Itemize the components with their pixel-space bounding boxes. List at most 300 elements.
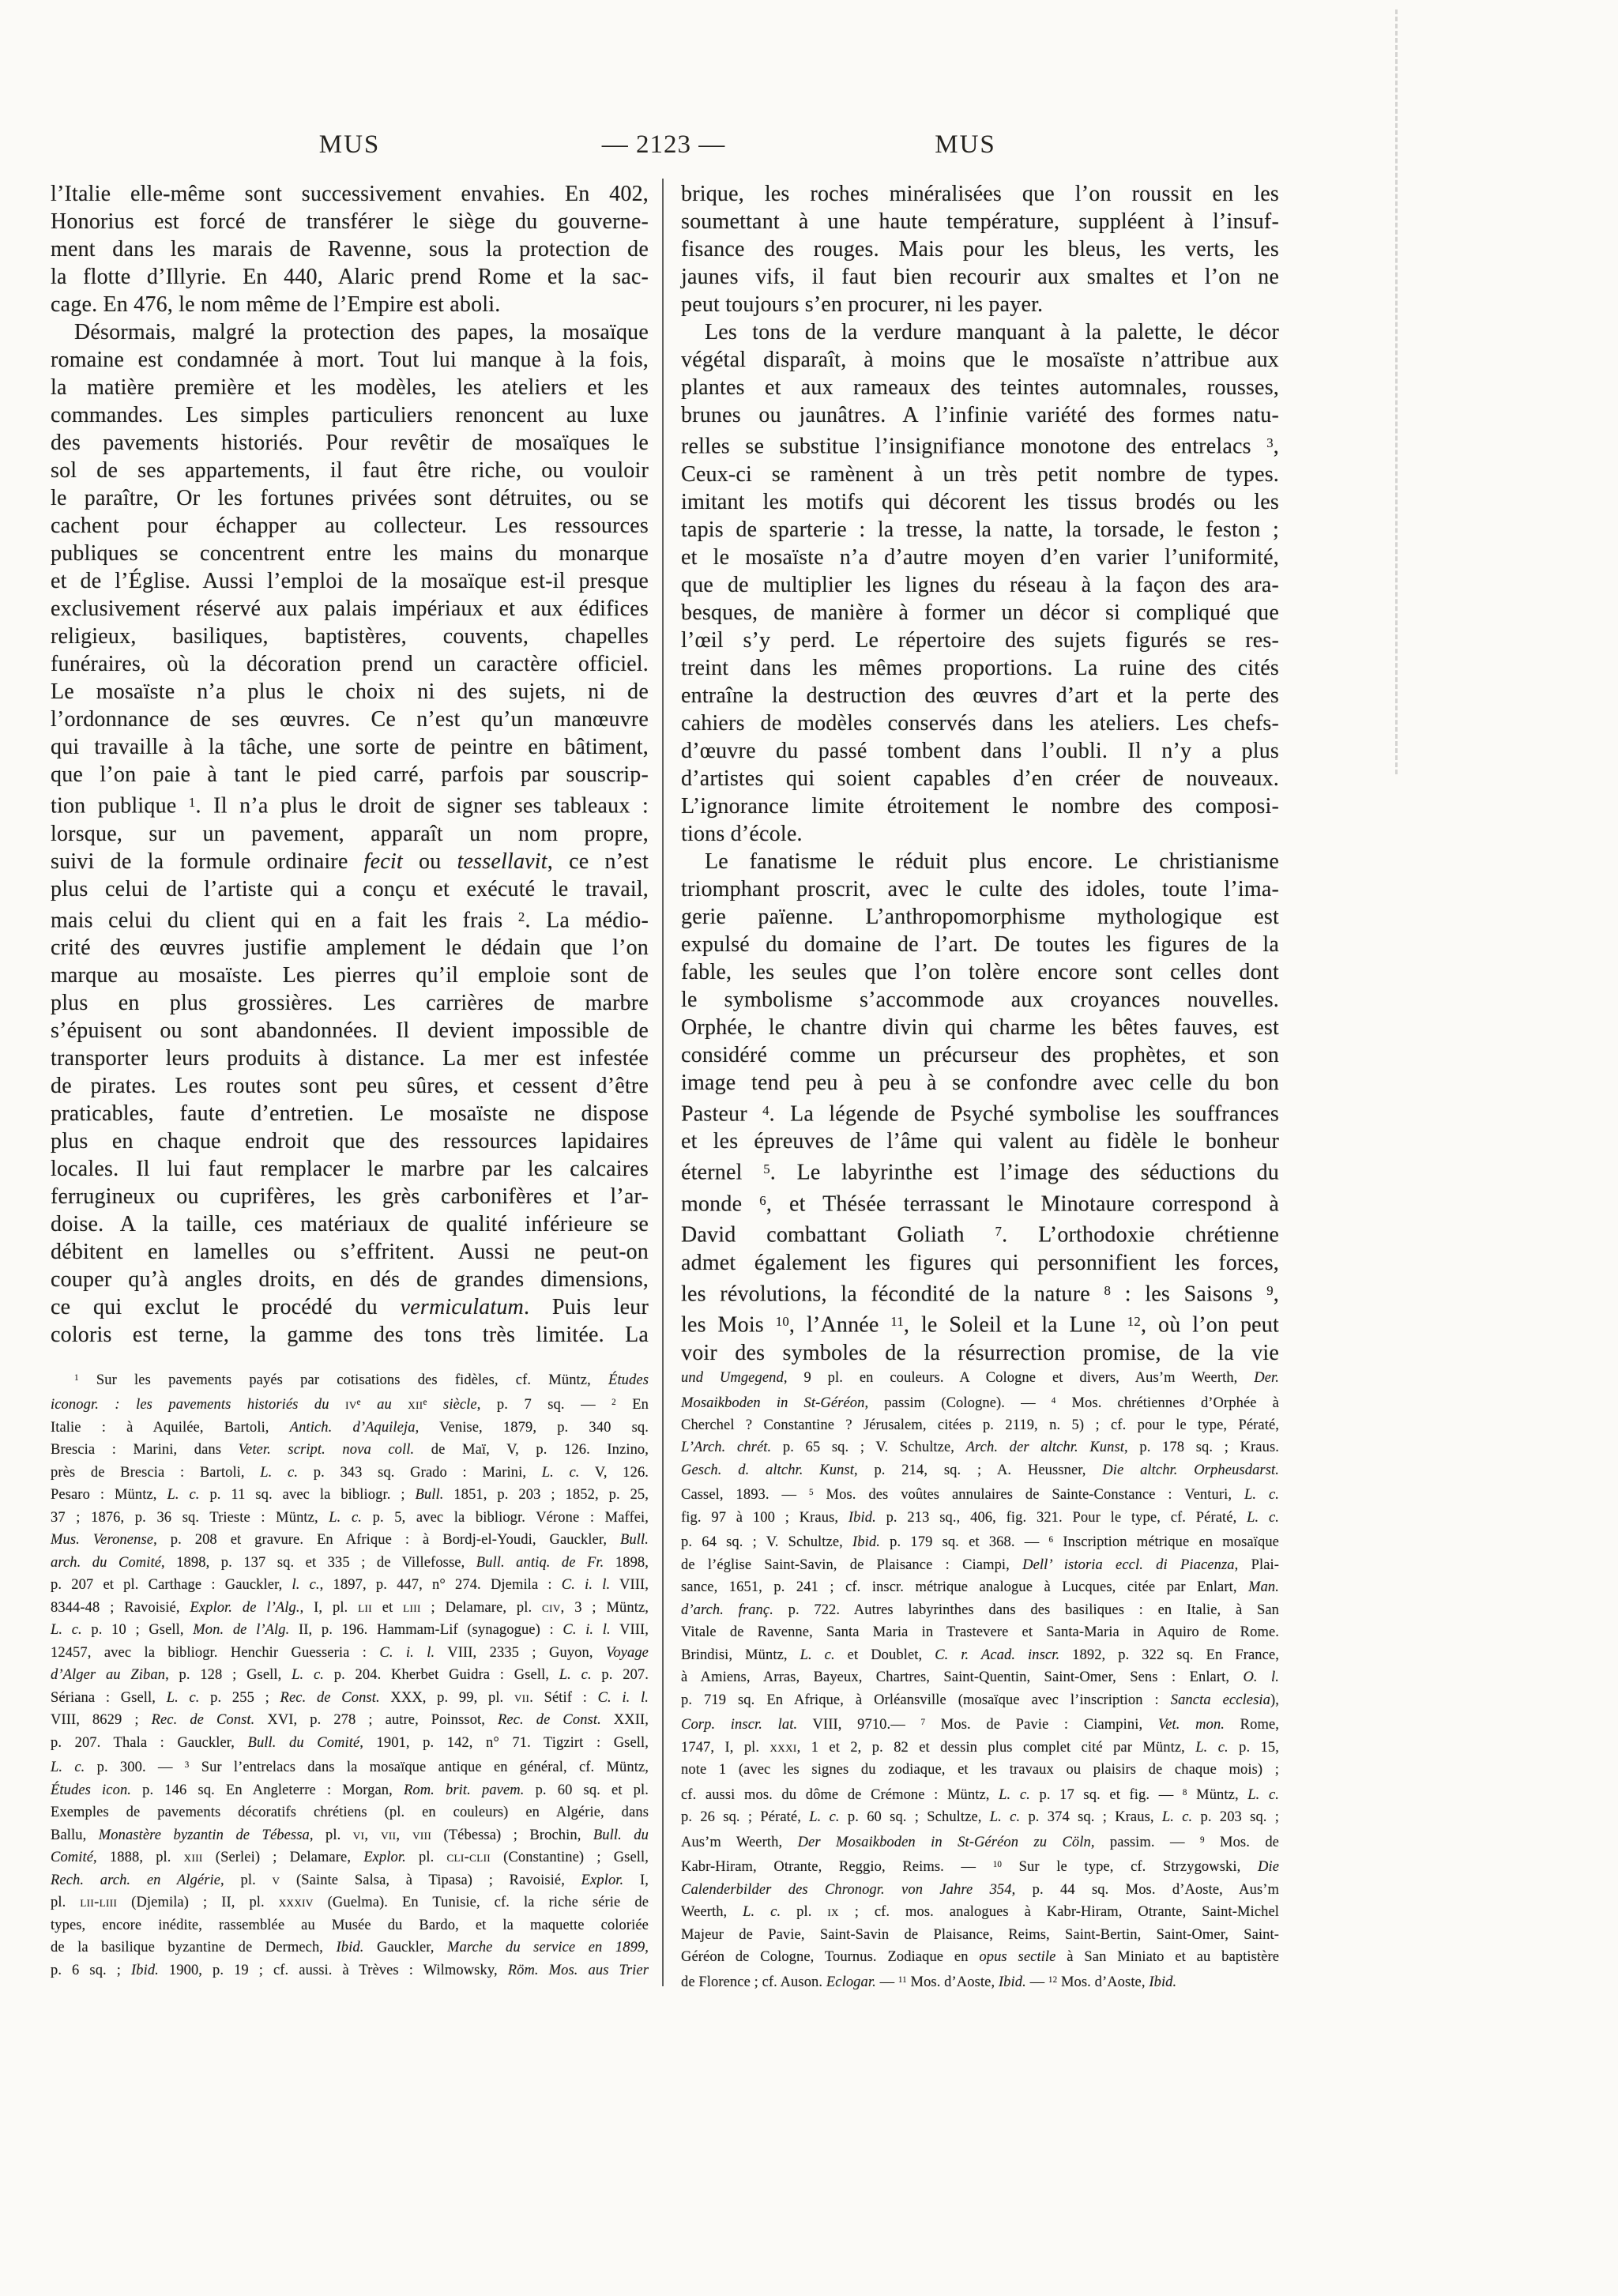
text-run: Bull. antiq. de Fr. — [476, 1554, 604, 1571]
text-run: et Doublet, — [834, 1647, 935, 1663]
text-run: 5 — [809, 1488, 814, 1498]
text-run: iconogr. : les pavements historiés du — [51, 1397, 346, 1413]
text-run: et les épreuves de l’âme qui valent au fidèle le bonheur — [681, 1129, 1279, 1154]
text-line — [51, 1709, 649, 1732]
text-run: David combattant Goliath — [681, 1222, 995, 1248]
text-line — [681, 291, 1279, 318]
text-run: p. 204. Kherbet Guidra : Gsell, — [324, 1667, 559, 1684]
text-run: p. 6 sq. ; — [51, 1962, 131, 1978]
text-run: cli-clii — [446, 1850, 491, 1866]
text-run: V, 126. — [579, 1464, 649, 1481]
text-line — [681, 986, 1279, 1014]
text-run: exclusivement réservé aux palais impériaux et aux édifices — [51, 597, 649, 621]
text-run: 2 — [611, 1398, 616, 1408]
text-line — [681, 1507, 1279, 1530]
text-run: admet également les figures qui personnifient les forces, — [681, 1250, 1279, 1275]
text-run: Marche du service en 1899 — [447, 1940, 645, 1956]
text-run: (Serlei) ; Delamare, — [202, 1850, 364, 1866]
text-run: XXII, — [600, 1712, 649, 1729]
text-line — [51, 512, 649, 540]
text-run: L. c. — [541, 1464, 580, 1481]
text-line — [681, 1529, 1279, 1553]
text-run: VIII, — [610, 1577, 649, 1594]
text-run: tions d’école. — [681, 821, 803, 846]
text-run: L. c. — [809, 1809, 840, 1826]
text-line — [51, 1266, 649, 1293]
text-run: que de multiplier les lignes du réseau à la façon des ara- — [681, 572, 1279, 597]
text-line — [51, 1846, 649, 1869]
text-run: Pesaro : Müntz, — [51, 1487, 167, 1504]
text-line — [681, 710, 1279, 737]
text-run: Le fanatisme le réduit plus encore. Le christianisme — [705, 849, 1279, 874]
text-run: d’artistes qui soient capables d’en créer de nouveaux. — [681, 766, 1279, 791]
text-run: Désormais, malgré la protection des papes, la mosaïque — [74, 320, 649, 344]
text-run: et de l’Église. Aussi l’emploi de la mosaïque est-il presque — [51, 569, 649, 593]
text-line — [681, 1414, 1279, 1437]
text-line — [51, 540, 649, 567]
page-number: — 2123 — — [601, 130, 726, 159]
text-run: 3 — [1266, 435, 1274, 450]
text-run: lii-liii — [80, 1895, 118, 1911]
text-run: 12457, avec la bibliogr. Henchir Guesseria : — [51, 1644, 380, 1661]
text-run: , p. 208 et gravure. En Afrique : à Bordj-el-Youdi, Gauckler, — [153, 1532, 621, 1549]
text-run: Mus. Veronense — [51, 1532, 154, 1549]
text-line — [51, 789, 649, 820]
text-line — [681, 401, 1279, 429]
text-line — [51, 1210, 649, 1238]
text-run: Die — [1258, 1859, 1280, 1876]
text-run: e — [356, 1398, 361, 1408]
text-line — [51, 678, 649, 706]
footnotes-column-left — [51, 1367, 649, 1982]
text-line — [51, 848, 649, 875]
text-run: Aus’m Weerth, — [681, 1834, 798, 1850]
text-run: ), — [1270, 1692, 1279, 1708]
text-run: L. c. — [999, 1786, 1030, 1803]
text-line — [51, 1754, 649, 1778]
text-run: ; Delamare, pl. — [420, 1599, 543, 1616]
text-line — [51, 291, 649, 318]
text-run: 1898, — [604, 1554, 649, 1571]
text-line — [51, 1914, 649, 1937]
text-run: cage. En 476, le nom même de l’Empire est aboli. — [51, 292, 501, 317]
text-run: , et Thésée terrassant le Minotaure correspond à — [766, 1191, 1279, 1217]
text-run: 10 — [775, 1314, 789, 1330]
text-line — [681, 1014, 1279, 1041]
text-run: . Sétif : — [529, 1689, 598, 1706]
text-line — [51, 1462, 649, 1485]
text-run: p. 65 sq. ; V. Schultze, — [771, 1440, 966, 1456]
text-run: xiii — [183, 1850, 203, 1866]
text-run: coloris est terne, la gamme des tons très limitée. La — [51, 1323, 649, 1348]
text-run: Sancta ecclesia — [1170, 1692, 1270, 1708]
text-run: VIII, 8629 ; — [51, 1712, 152, 1729]
text-line — [681, 682, 1279, 710]
text-run: Explor. de l’Alg. — [190, 1599, 300, 1616]
text-run: Gauckler, — [363, 1940, 448, 1956]
text-line — [681, 1969, 1279, 1993]
text-line — [681, 1782, 1279, 1806]
text-run: image tend peu à peu à se confondre avec celle du bon — [681, 1070, 1279, 1095]
text-run: Ibid. — [336, 1940, 364, 1956]
text-run: , — [1273, 434, 1279, 459]
text-run: pl. — [405, 1850, 447, 1866]
text-line — [681, 1249, 1279, 1277]
text-run: XXX, p. 99, pl. — [379, 1689, 514, 1706]
text-run: soumettant à une haute température, suppléent à l’insuf- — [681, 209, 1279, 234]
text-run: de l’église Saint-Savin, de Plaisance : Ciampi, — [681, 1556, 1023, 1573]
text-line — [681, 318, 1279, 346]
text-run: ou — [402, 849, 457, 874]
text-run: de la basilique byzantine de Dermech, — [51, 1940, 337, 1956]
text-line — [51, 484, 649, 512]
text-run: commandes. Les simples particuliers renoncent au luxe — [51, 403, 649, 427]
text-run: Sur l’entrelacs dans la mosaïque antique en général, cf. Müntz, — [189, 1760, 649, 1776]
text-line — [681, 1390, 1279, 1414]
text-run: Rech. arch. en Algérie — [51, 1872, 221, 1888]
text-line — [681, 1459, 1279, 1482]
text-run: peut toujours s’en procurer, ni les payer. — [681, 292, 1044, 317]
text-line — [681, 1097, 1279, 1128]
text-run: Études — [608, 1372, 649, 1388]
text-run: C. i. l. — [379, 1644, 435, 1661]
text-run: 2 — [517, 909, 525, 924]
text-run: débitent en lamelles ou s’effritent. Aussi ne peut-on — [51, 1240, 649, 1265]
text-line — [51, 346, 649, 374]
text-line — [681, 1829, 1279, 1854]
text-line — [681, 1946, 1279, 1969]
text-run: L. c. — [1244, 1487, 1280, 1504]
text-line — [681, 461, 1279, 488]
text-line — [681, 792, 1279, 820]
text-run: L. c. — [989, 1809, 1021, 1826]
text-run: Ceux-ci se ramènent à un très petit nombre de types. — [681, 461, 1279, 487]
text-line — [51, 1507, 649, 1530]
text-run: Mon. de l’Alg. — [193, 1622, 290, 1639]
text-run: cachent pour échapper au collecteur. Les ressources — [51, 514, 649, 538]
text-line — [51, 733, 649, 761]
text-run: Orphée, le chantre divin qui charme les bêtes fauves, est — [681, 1014, 1279, 1040]
text-line — [51, 567, 649, 595]
text-run: , pl. — [220, 1872, 273, 1888]
text-line — [681, 1711, 1279, 1736]
text-run: p. 60 sq. ; Schultze, — [839, 1809, 990, 1826]
text-line — [51, 1937, 649, 1959]
text-run: Rec. de Const. — [280, 1689, 380, 1706]
text-run: Voyage — [605, 1644, 649, 1661]
text-run: — — [1025, 1974, 1048, 1990]
text-run: l’ordonnance de ses œuvres. Ce n’est qu’un manœuvre — [51, 707, 649, 732]
text-line — [51, 1044, 649, 1072]
text-run: vermiculatum — [400, 1295, 524, 1320]
text-run: 8 — [1104, 1282, 1112, 1298]
text-run: p. 343 sq. Grado : Marini, — [298, 1464, 542, 1481]
footnotes-column-right — [681, 1367, 1279, 1993]
text-run: tapis de sparterie : la tresse, la natte, la torsade, le feston ; — [681, 517, 1279, 542]
text-run: Inscription métrique en mosaïque — [1053, 1534, 1279, 1551]
text-run: transporter leurs produits à distance. La mer est infestée — [51, 1046, 649, 1071]
text-run: e — [423, 1398, 427, 1408]
text-line — [681, 1879, 1279, 1902]
text-run: jaunes vifs, il faut bien recourir aux smaltes et l’on ne — [681, 265, 1279, 289]
text-run: 5 — [763, 1161, 770, 1177]
text-line — [51, 1664, 649, 1687]
text-line — [681, 1041, 1279, 1069]
text-run: . La médio- — [525, 908, 649, 933]
text-line — [51, 706, 649, 733]
text-line — [51, 457, 649, 484]
text-run: Mosaikboden in St-Géréon — [681, 1395, 865, 1411]
text-run: , 1897, p. 447, n° 274. Djemila : — [319, 1577, 562, 1594]
text-line — [681, 1308, 1279, 1339]
text-run: Dell’ istoria eccl. di Piacenza — [1022, 1556, 1235, 1573]
text-run: fisance des rouges. Mais pour les bleus, les verts, les — [681, 237, 1279, 262]
text-line — [51, 595, 649, 623]
text-run: Rec. de Const. — [151, 1712, 255, 1729]
text-line — [681, 1666, 1279, 1689]
text-run: d’Alger au Ziban — [51, 1667, 166, 1684]
text-run: Bull. — [620, 1532, 649, 1549]
text-line — [681, 737, 1279, 765]
text-line — [51, 401, 649, 429]
text-run: , 1 et 2, p. 82 et dessin plus complet cité par Müntz, — [796, 1739, 1196, 1756]
text-line — [51, 1183, 649, 1210]
text-run: Mos. chrétiennes d’Orphée à — [1055, 1395, 1279, 1411]
text-run: p. 213 sq., 406, fig. 321. Pour le type, cf. Pératé, — [875, 1509, 1247, 1526]
text-line — [681, 1069, 1279, 1097]
text-run: Corp. inscr. lat. — [681, 1717, 798, 1733]
text-run: p. 146 sq. En Angleterre : Morgan, — [131, 1782, 404, 1798]
text-line — [681, 1367, 1279, 1390]
text-run: 7 — [920, 1718, 926, 1728]
text-run: fable, les seules que l’on tolère encore sont celles dont — [681, 959, 1279, 984]
text-run: xii — [408, 1397, 423, 1413]
text-run: VIII, 2335 ; Guyon, — [435, 1644, 606, 1661]
text-line — [681, 235, 1279, 263]
text-run: s’épuisent ou sont abandonnées. Il devient impossible de — [51, 1018, 649, 1044]
text-run: p. 11 sq. avec la bibliogr. ; — [199, 1487, 416, 1504]
text-run: Ibid. — [998, 1974, 1026, 1990]
text-run: L. c. — [1247, 1786, 1280, 1803]
text-run: Les tons de la verdure manquant à la palette, le décor — [705, 320, 1279, 344]
text-line — [51, 903, 649, 935]
text-run: : les Saisons — [1111, 1282, 1267, 1307]
text-run: p. 207. — [591, 1667, 649, 1684]
text-line — [681, 571, 1279, 599]
running-head-left: MUS — [318, 130, 381, 159]
text-run: Man. — [1248, 1579, 1279, 1596]
text-run: de Florence ; cf. Auson. — [681, 1974, 826, 1990]
text-run: Ibid. — [848, 1509, 876, 1526]
text-run: opus sectile — [979, 1949, 1056, 1966]
text-line — [681, 1576, 1279, 1599]
text-run: plus en plus grossières. Les carrières de marbre — [51, 991, 649, 1016]
text-run: à Amiens, Arras, Bayeux, Chartres, Saint-Quentin, Saint-Omer, Sens : Enlart, — [681, 1669, 1244, 1686]
text-line — [681, 544, 1279, 571]
text-run: p. 26 sq. ; Pératé, — [681, 1809, 810, 1826]
text-run: xxxi — [769, 1739, 797, 1756]
text-line — [51, 318, 649, 346]
text-run: , 3 ; Müntz, — [560, 1599, 649, 1616]
text-run: Vitale de Ravenne, Santa Maria in Trastevere et Santa-Maria in Aquiro de Rome. — [681, 1624, 1279, 1641]
text-run: p. 722. Autres labyrinthes dans des basiliques : en Italie, à San — [773, 1602, 1279, 1618]
text-run: imitant les motifs qui décorent les tissus brodés ou les — [681, 489, 1279, 514]
text-run: (Djemila) ; II, pl. — [117, 1895, 279, 1911]
text-line — [51, 1417, 649, 1440]
text-run: considéré comme un précurseur des prophètes, et son — [681, 1042, 1279, 1067]
text-run: et — [371, 1599, 404, 1616]
text-line — [51, 263, 649, 291]
text-run: (Constantine) ; Gsell, — [491, 1850, 649, 1866]
text-run: d’arch. franç. — [681, 1602, 773, 1618]
text-line — [681, 627, 1279, 654]
text-line — [51, 1293, 649, 1321]
text-line — [51, 934, 649, 962]
text-run: p. 60 sq. et pl. — [524, 1782, 649, 1798]
text-line — [681, 1901, 1279, 1924]
body-column-left — [51, 180, 649, 1349]
text-line — [51, 1732, 649, 1755]
text-run: , 1898, p. 137 sq. et 335 ; de Villefosse, — [161, 1554, 476, 1571]
text-run: de pirates. Les routes sont peu sûres, et cessent d’être — [51, 1074, 649, 1099]
text-run: (Guelma). En Tunisie, cf. la riche série de — [313, 1895, 649, 1911]
text-run: , p. 128 ; Gsell, — [165, 1667, 292, 1684]
text-run: brique, les roches minéralisées que l’on roussit en les — [681, 182, 1279, 206]
text-line — [681, 1621, 1279, 1644]
text-run: und Umgegend — [681, 1370, 784, 1386]
text-run: , passim (Cologne). — — [864, 1395, 1052, 1411]
text-run: 1 — [74, 1373, 79, 1383]
text-run: Mos. d’Aoste, — [1057, 1974, 1150, 1990]
text-line — [681, 1599, 1279, 1622]
text-run: pl. — [781, 1904, 828, 1921]
text-run: L. c. — [51, 1760, 85, 1776]
text-line — [51, 1155, 649, 1183]
text-line — [51, 1391, 649, 1416]
text-line — [681, 374, 1279, 401]
text-run: l’Italie elle-même sont successivement envahies. En 402, — [51, 182, 649, 206]
text-line — [51, 989, 649, 1017]
text-run: Die altchr. Orpheusdarst. — [1102, 1462, 1279, 1478]
text-run: 8344-48 ; Ravoisié, — [51, 1599, 190, 1616]
text-run: 3 — [184, 1760, 190, 1771]
text-line — [51, 1642, 649, 1665]
text-run: p. 64 sq. ; V. Schultze, — [681, 1534, 853, 1551]
text-run: suivi de la formule ordinaire — [51, 849, 364, 874]
text-run: couper qu’à angles droits, en dés de grandes dimensions, — [51, 1267, 649, 1293]
text-line — [51, 1574, 649, 1597]
text-run: pl. — [51, 1895, 81, 1911]
text-run: expulsé du domaine de l’art. De toutes les figures de la — [681, 932, 1279, 957]
text-run: romaine est condamnée à mort. Tout lui manque à la fois, — [51, 348, 649, 372]
text-line — [681, 516, 1279, 544]
text-run: VIII, 9710.— — [797, 1717, 921, 1733]
text-run: L. c. — [260, 1464, 299, 1481]
text-run: p. 10 ; Gsell, — [81, 1622, 194, 1639]
text-run: Cherchel ? Constantine ? Jérusalem, citées p. 2119, n. 5) ; cf. pour le type, Pératé, — [681, 1417, 1279, 1433]
text-run: Majeur de Pavie, Saint-Savin de Plaisance, Reims, Saint-Bertin, Saint-Omer, Saint- — [681, 1926, 1279, 1943]
text-run: qui travaille à la tâche, une sorte de peintre en bâtiment, — [51, 735, 649, 759]
text-line — [681, 429, 1279, 461]
text-run: Müntz, — [1187, 1786, 1248, 1803]
text-line — [51, 235, 649, 263]
text-run: Der. — [1254, 1370, 1280, 1386]
text-line — [681, 848, 1279, 875]
text-run: xxxiv — [278, 1895, 314, 1911]
text-run: arch. du Comité — [51, 1554, 162, 1571]
text-line — [51, 1127, 649, 1155]
text-run: Géréon de Cologne, Tournus. Zodiaque en — [681, 1949, 980, 1966]
text-run: note 1 (avec les signes du zodiaque, et les travaux ou plaisirs de chaque mois) ; — [681, 1762, 1279, 1778]
text-run: l’œil s’y perd. Le répertoire des sujets figurés se res- — [681, 627, 1279, 653]
text-run: C. i. l. — [563, 1622, 611, 1639]
text-run: vi, vii, viii — [352, 1827, 432, 1843]
text-run: plus en chaque endroit que des ressources lapidaires — [51, 1129, 649, 1154]
text-run: plantes et aux rameaux des teintes automnales, rousses, — [681, 375, 1279, 400]
text-run: Pasteur — [681, 1101, 763, 1127]
text-run: Bull. du — [593, 1827, 649, 1843]
text-run: , ce n’est — [547, 849, 649, 874]
text-run: 1747, I, pl. — [681, 1739, 770, 1756]
text-run: p. 300. — — [85, 1760, 185, 1776]
text-run: fig. 97 à 100 ; Kraus, — [681, 1509, 849, 1526]
text-run: , p. 214, sq. ; A. Heussner, — [853, 1462, 1103, 1478]
text-run: Sur les pavements payés par cotisations des fidèles, cf. Müntz, — [78, 1372, 609, 1388]
text-run: religieux, basiliques, baptistères, couvents, chapelles — [51, 624, 649, 649]
text-run: Italie : à Aquilée, Bartoli, — [51, 1419, 290, 1436]
text-run: Sur le type, cf. Strzygowski, — [1002, 1859, 1258, 1876]
text-run: . Le labyrinthe est l’image des séductions du — [769, 1160, 1279, 1185]
text-run: Études icon. — [51, 1782, 132, 1798]
text-run: triomphant proscrit, avec le culte des idoles, toute l’ima- — [681, 876, 1279, 901]
text-run: Veter. script. nova coll. — [238, 1442, 415, 1459]
text-run: Le mosaïste n’a plus le choix ni des sujets, ni de — [51, 679, 649, 704]
text-run: éternel — [681, 1160, 764, 1185]
text-line — [51, 1801, 649, 1824]
text-line — [681, 180, 1279, 208]
text-run: ment dans les marais de Ravenne, sous la protection de — [51, 237, 649, 262]
text-run: Comité — [51, 1850, 94, 1866]
text-run: p. 5, avec la bibliogr. Vérone : Maffei, — [362, 1509, 649, 1526]
text-run: 6 — [1048, 1535, 1054, 1545]
text-run: Rec. de Const. — [498, 1712, 601, 1729]
text-run: 12 — [1127, 1314, 1141, 1330]
text-run: . Il n’a plus le droit de signer ses tableaux : — [195, 793, 649, 819]
text-line — [51, 1484, 649, 1507]
text-run: II, p. 196. Hammam-Lif (synagogue) : — [289, 1622, 563, 1639]
text-run: 4 — [762, 1102, 769, 1118]
text-run: 9 — [1266, 1282, 1274, 1298]
text-line — [681, 208, 1279, 235]
text-run: types, encore inédite, rassemblée au Musée du Bardo, et la maquette coloriée — [51, 1917, 649, 1933]
text-run: tion publique — [51, 793, 189, 819]
text-run: Exemples de pavements décoratifs chrétiens (pl. en couleurs) en Algérie, dans — [51, 1805, 649, 1821]
text-run: voir des symboles de la résurrection promise, de la vie — [681, 1340, 1279, 1365]
text-run: 37 ; 1876, p. 36 sq. Trieste : Müntz, — [51, 1509, 329, 1526]
text-run: Gesch. d. altchr. Kunst — [681, 1462, 854, 1478]
text-run: Der Mosaikboden in St-Géréon zu Cöln — [797, 1834, 1091, 1850]
text-run: 8 — [1182, 1787, 1187, 1797]
text-run: besques, de manière à former un décor si compliqué que — [681, 600, 1279, 625]
running-head-right: MUS — [935, 130, 996, 159]
text-line — [51, 1321, 649, 1349]
text-run: lii — [358, 1599, 372, 1616]
text-run: Rome, — [1225, 1717, 1279, 1733]
text-run: Cassel, 1893. — — [681, 1487, 810, 1504]
text-run: 6 — [759, 1192, 766, 1208]
text-run: , 1888, pl. — [93, 1850, 184, 1866]
text-run: , p. 7 sq. — — [476, 1397, 612, 1413]
